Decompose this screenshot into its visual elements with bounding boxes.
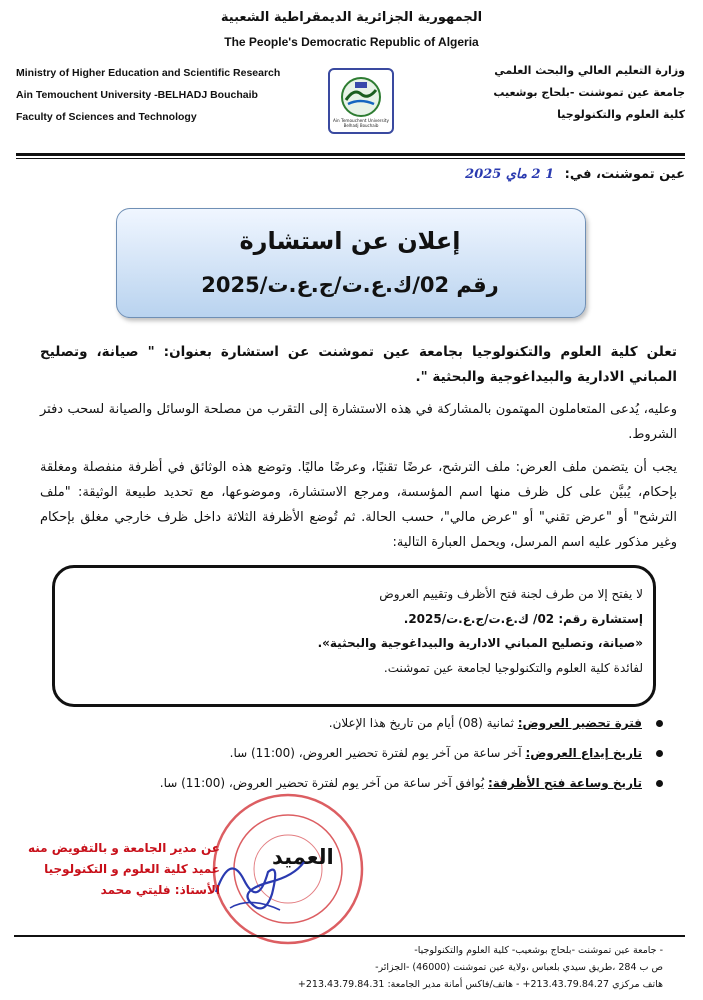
dean-title: العميد [272, 845, 334, 869]
footer-address [14, 942, 663, 993]
envelope-text [60, 582, 643, 680]
logo-text-bottom: Belhadj Bouchaib [343, 123, 379, 128]
ministry-en: Ministry of Higher Education and Scientific Research [16, 67, 281, 79]
university-logo [328, 68, 394, 134]
university-en: Ain Temouchent University -BELHADJ Bouchaib [16, 89, 258, 101]
delegation-line-2: عميد كلية العلوم و التكنولوجيا [44, 862, 220, 876]
header-right-block [493, 60, 685, 126]
handwritten-signature [210, 832, 310, 922]
faculty-ar: كلية العلوم والتكنولوجيا [557, 108, 685, 121]
date-line [465, 167, 685, 182]
ministry-ar: وزارة التعليم العالي والبحث العلمي [494, 64, 685, 77]
faculty-en: Faculty of Sciences and Technology [16, 111, 197, 123]
bullet-dot-icon [656, 720, 663, 727]
date-label: عين تموشنت، في: [564, 167, 685, 182]
delegation-line-3: الأستاذ: فليتي محمد [100, 883, 220, 897]
bullet-label: فترة تحضير العروض: [517, 716, 642, 730]
envelope-line-2: إستشارة رقم: 02/ ك.ع.ت/ج.ع.ت/2025. [403, 611, 643, 626]
bullet-opening-date [40, 776, 663, 790]
envelope-line-3: «صيانة، وتصليح المباني الادارية والبيداغوجية والبحثية». [317, 636, 643, 650]
bullet-dot-icon [656, 780, 663, 787]
bullet-text: يُوافق آخر ساعة من آخر يوم لفترة تحضير العروض، (11:00) سا. [159, 776, 488, 790]
footer-line-3: هاتف مركزي 213.43.79.84.27+ - هاتف/فاكس أمانة مدير الجامعة: 213.43.79.84.31+ [297, 979, 663, 990]
bullet-label: تاريخ إيداع العروض: [525, 746, 642, 760]
bullet-label: تاريخ وساعة فتح الأظرفة: [487, 776, 642, 790]
announcement-box [116, 208, 586, 318]
announcement-title: إعلان عن استشارة [239, 227, 461, 255]
footer-line-1: - جامعة عين تموشنت -بلحاج بوشعيب- كلية العلوم والتكنولوجيا- [414, 945, 663, 956]
announcement-number: رقم 02/ك.ع.ت/ج.ع.ت/2025 [201, 273, 499, 297]
country-name-english: The People's Democratic Republic of Algeria [224, 35, 479, 49]
paragraph-intro: تعلن كلية العلوم والتكنولوجيا بجامعة عين تموشنت عن استشارة بعنوان: " صيانة، وتصليح المباني الادارية والبيداغوجية والبحثية ". [40, 344, 677, 385]
paragraph-invitation: وعليه، يُدعى المتعاملون المهتمون بالمشاركة في هذه الاستشارة إلى التقرب من مصلحة الوسائل والصيانة لسحب دفتر الشروط. [40, 402, 677, 442]
bullet-dot-icon [656, 750, 663, 757]
country-name-arabic: الجمهورية الجزائرية الديمقراطية الشعبية [220, 10, 483, 25]
header-rule-thick [16, 153, 685, 156]
bullet-preparation-period [40, 716, 663, 730]
bullet-text: ثمانية (08) أيام من تاريخ هذا الإعلان. [328, 716, 518, 730]
envelope-line-4: لفائدة كلية العلوم والتكنولوجيا لجامعة عين تموشنت. [383, 660, 643, 675]
footer-line-2: ص ب 284 ،طريق سيدي بلعباس ،ولاية عين تموشنت (46000) -الجزائر- [375, 962, 663, 973]
paragraph-requirements: يجب أن يتضمن ملف العرض: ملف الترشح، عرضًا تقنيًا، وعرضًا ماليًا. وتوضع هذه الوثائق في أظرفة منفصلة ومغلقة بإحكام، يُبيَّن على كل ظرف منها اسم المؤسسة، ومرجع الاستشارة، وموضوعها، مع تحديد طبيعة الوثيقة: "ملف الترشح" أو "عرض تقني" أو "عرض مالي"، حسب الحالة. ثم تُوضع الأظرفة الثلاثة داخل ظرف خارجي مغلق بإحكام وغير مذكور عليه اسم المرسل، ويحمل العبارة التالية: [40, 460, 677, 550]
header-left-block [16, 62, 280, 128]
university-ar: جامعة عين تموشنت -بلحاج بوشعيب [493, 86, 685, 99]
delegation-line-1: عن مدير الجامعة و بالتفويض منه [28, 841, 220, 855]
header-rule-thin [16, 158, 685, 159]
envelope-line-1: لا يفتح إلا من طرف لجنة فتح الأظرف وتقييم العروض [379, 587, 643, 601]
footer-rule [14, 935, 685, 937]
bullet-text: آخر ساعة من آخر يوم لفترة تحضير العروض، (11:00) سا. [229, 746, 526, 760]
date-value: 1 2 ماي 2025 [465, 167, 555, 182]
logo-text-top: Ain Temouchent University [332, 118, 390, 123]
delegation-stamp [28, 838, 220, 901]
bullet-submission-date [40, 746, 663, 760]
